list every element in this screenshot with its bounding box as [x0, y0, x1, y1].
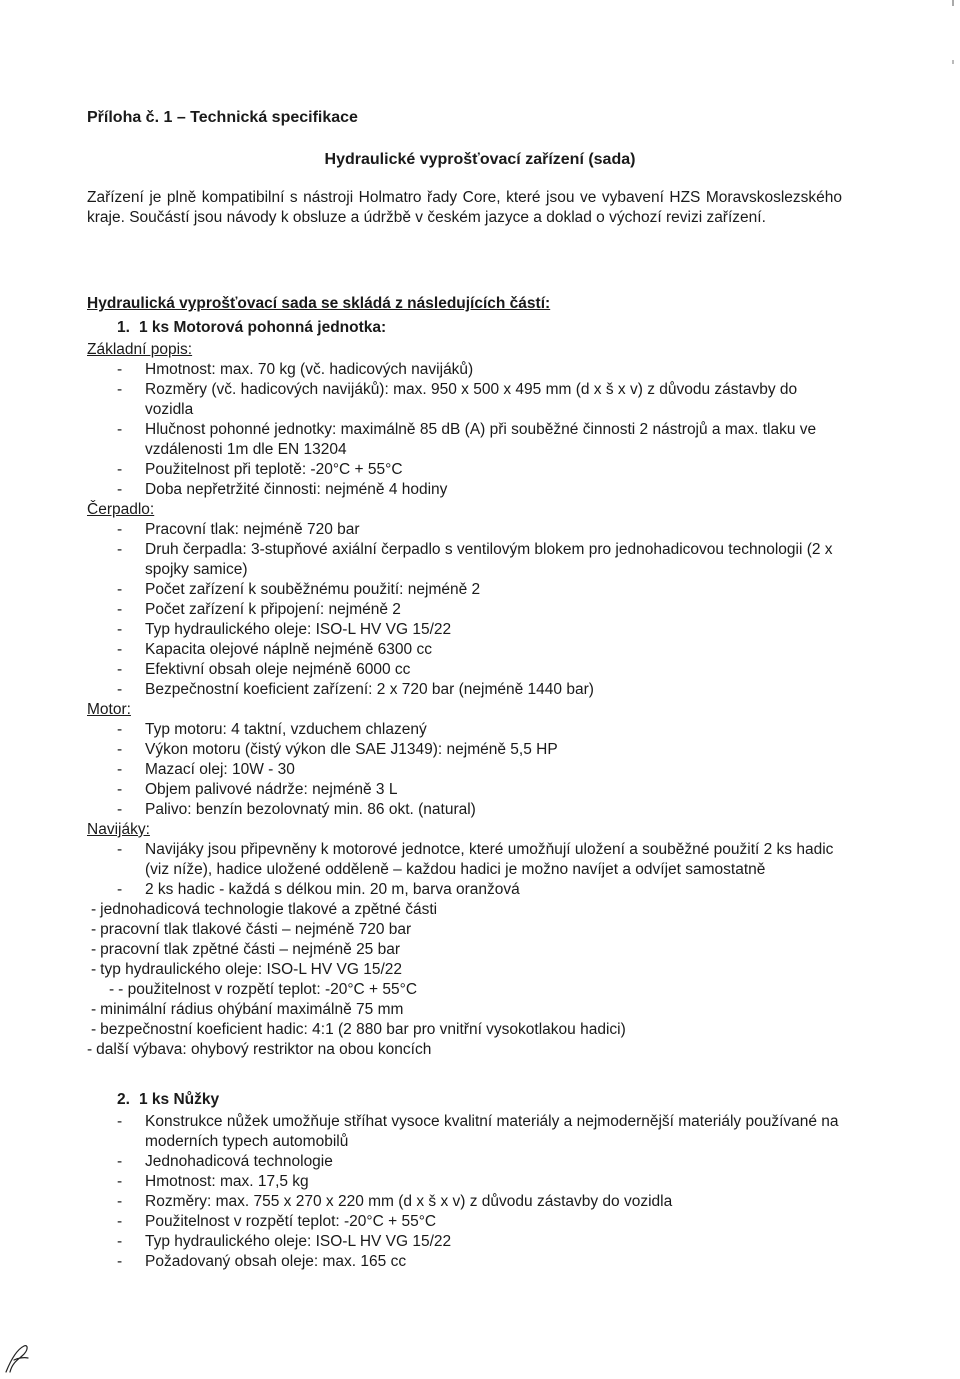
motor-label: Motor: [87, 701, 131, 718]
list-item: - Konstrukce nůžek umožňuje stříhat vysoce kvalitní materiály a nejmodernější materiály používané na moderních typech automobilů [87, 1112, 847, 1152]
list-item: - pracovní tlak tlakové části – nejméně 720 bar [91, 921, 412, 938]
part1-block [87, 318, 847, 1060]
part1-number: 1. [117, 319, 130, 336]
handwritten-initial-mark [2, 1342, 32, 1374]
part1-title-text: 1 ks Motorová pohonná jednotka: [139, 319, 387, 336]
part2-number: 2. [117, 1091, 130, 1108]
basic-description-label: Základní popis: [87, 341, 193, 358]
pump-label: Čerpadlo: [87, 501, 155, 518]
intro-paragraph: Zařízení je plně kompatibilní s nástroji Holmatro řady Core, které jsou ve vybavení HZS Moravskoslezského kraje. Součástí jsou návody k obsluze a údržbě v českém jazyce a doklad o výchozí revizi zařízení. [87, 189, 842, 226]
list-item: - Pracovní tlak: nejméně 720 bar [87, 520, 847, 540]
part2-list [87, 1112, 847, 1272]
list-item: - Bezpečnostní koeficient zařízení: 2 x 720 bar (nejméně 1440 bar) [87, 680, 847, 700]
document-heading: Příloha č. 1 – Technická specifikace [87, 109, 358, 126]
list-item: - Jednohadicová technologie [87, 1152, 847, 1172]
list-item: - Navijáky jsou připevněny k motorové jednotce, které umožňují uložení a souběžné použití 2 ks hadic (viz níže), hadice uložené odděleně – každou hadici je možno navíjet a odvíjet samostatně [87, 840, 847, 880]
motor-list [87, 720, 847, 820]
document-title: Hydraulické vyprošťovací zařízení (sada) [324, 151, 636, 168]
list-item: - jednohadicová technologie tlakové a zpětné části [91, 901, 438, 918]
hose-list [87, 900, 847, 1060]
list-item: - Použitelnost v rozpětí teplot: -20°C + 55°C [87, 1212, 847, 1232]
list-item: - Typ hydraulického oleje: ISO-L HV VG 15/22 [87, 1232, 847, 1252]
list-item: - Mazací olej: 10W - 30 [87, 760, 847, 780]
part2-block [87, 1090, 847, 1272]
scan-edge-mark [950, 0, 956, 70]
list-item: - Hlučnost pohonné jednotky: maximálně 85 dB (A) při souběžné činnosti 2 nástrojů a max. tlaku ve vzdálenosti 1m dle EN 13204 [87, 420, 847, 460]
list-item: - Použitelnost při teplotě: -20°C + 55°C [87, 460, 847, 480]
list-item: - minimální rádius ohýbání maximálně 75 mm [91, 1001, 404, 1018]
part2-title [87, 1090, 847, 1110]
list-item: - Druh čerpadla: 3-stupňové axiální čerpadlo s ventilovým blokem pro jednohadicovou technologii (2 x spojky samice) [87, 540, 847, 580]
list-item: - Kapacita olejové náplně nejméně 6300 cc [87, 640, 847, 660]
part1-title [87, 318, 847, 338]
list-item: - Hmotnost: max. 70 kg (vč. hadicových navijáků) [87, 360, 847, 380]
list-item: - Typ motoru: 4 taktní, vzduchem chlazený [87, 720, 847, 740]
list-item: - Rozměry: max. 755 x 270 x 220 mm (d x š x v) z důvodu zástavby do vozidla [87, 1192, 847, 1212]
list-item: - Typ hydraulického oleje: ISO-L HV VG 15/22 [87, 620, 847, 640]
list-item: - Objem palivové nádrže: nejméně 3 L [87, 780, 847, 800]
section-title: Hydraulická vyprošťovací sada se skládá z následujících částí: [87, 295, 551, 312]
reel-label: Navijáky: [87, 821, 150, 838]
list-item: - pracovní tlak zpětné části – nejméně 25 bar [91, 941, 401, 958]
list-item: - Počet zařízení k připojení: nejméně 2 [87, 600, 847, 620]
list-item: - Efektivní obsah oleje nejméně 6000 cc [87, 660, 847, 680]
list-item: - bezpečnostní koeficient hadic: 4:1 (2 880 bar pro vnitřní vysokotlakou hadici) [91, 1021, 626, 1038]
basic-description-list [87, 360, 847, 500]
pump-list [87, 520, 847, 700]
list-item: - 2 ks hadic - každá s délkou min. 20 m, barva oranžová [87, 880, 847, 900]
list-item: - Palivo: benzín bezolovnatý min. 86 okt. (natural) [87, 800, 847, 820]
reel-list [87, 840, 847, 900]
list-item: - další výbava: ohybový restriktor na obou koncích [87, 1041, 432, 1058]
list-item: - - použitelnost v rozpětí teplot: -20°C + 55°C [109, 981, 418, 998]
list-item: - Rozměry (vč. hadicových navijáků): max. 950 x 500 x 495 mm (d x š x v) z důvodu zástavby do vozidla [87, 380, 847, 420]
list-item: - Hmotnost: max. 17,5 kg [87, 1172, 847, 1192]
list-item: - Výkon motoru (čistý výkon dle SAE J1349): nejméně 5,5 HP [87, 740, 847, 760]
list-item: - Doba nepřetržité činnosti: nejméně 4 hodiny [87, 480, 847, 500]
list-item: - typ hydraulického oleje: ISO-L HV VG 15/22 [91, 961, 403, 978]
list-item: - Počet zařízení k souběžnému použití: nejméně 2 [87, 580, 847, 600]
part2-title-text: 1 ks Nůžky [139, 1091, 220, 1108]
list-item: - Požadovaný obsah oleje: max. 165 cc [87, 1252, 847, 1272]
